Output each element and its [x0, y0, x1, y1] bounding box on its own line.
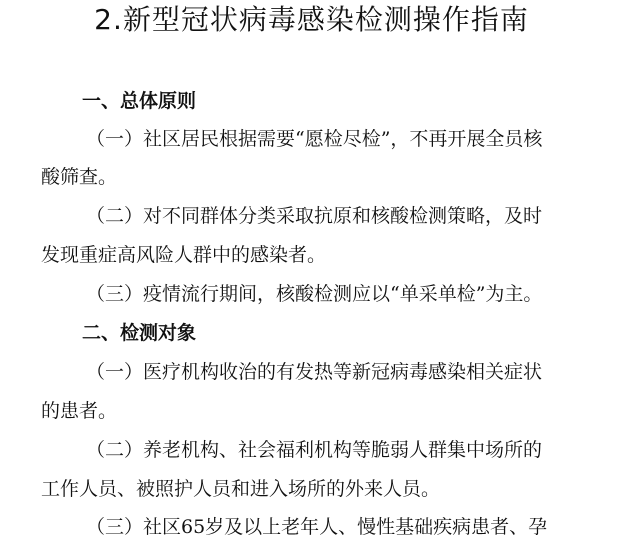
paragraph-line: 工作人员、被照护人员和进入场所的外来人员。	[41, 478, 441, 500]
paragraph-line: （二）养老机构、社会福利机构等脆弱人群集中场所的	[86, 439, 543, 461]
paragraph-line: 的患者。	[41, 400, 118, 422]
document-title: 2.新型冠状病毒感染检测操作指南	[94, 3, 529, 36]
paragraph-line: （一）医疗机构收治的有发热等新冠病毒感染相关症状	[86, 361, 543, 383]
paragraph-line: （三）疫情流行期间，核酸检测应以“单采单检”为主。	[86, 283, 543, 305]
paragraph-line: （二）对不同群体分类采取抗原和核酸检测策略，及时	[86, 205, 543, 227]
section-heading-general-principles: 一、总体原则	[82, 90, 197, 112]
paragraph-line: （三）社区65岁及以上老年人、慢性基础疾病患者、孕	[86, 516, 548, 538]
paragraph-line: 酸筛查。	[41, 166, 118, 188]
paragraph-line: （一）社区居民根据需要“愿检尽检”，不再开展全员核	[86, 128, 543, 150]
section-heading-test-subjects: 二、检测对象	[82, 322, 197, 344]
paragraph-line: 发现重症高风险人群中的感染者。	[41, 244, 327, 266]
